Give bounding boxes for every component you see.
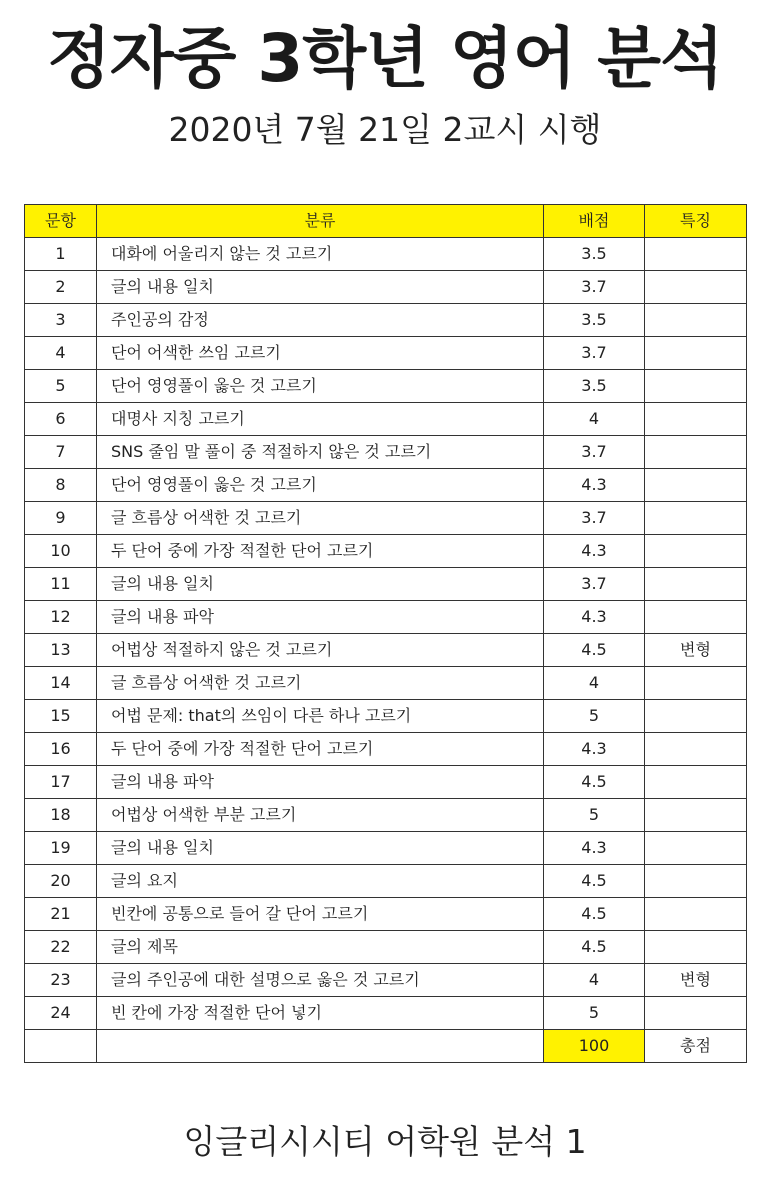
feature-cell — [645, 865, 747, 898]
score-cell: 4 — [544, 403, 645, 436]
category-cell: 빈칸에 공통으로 들어 갈 단어 고르기 — [97, 898, 544, 931]
category-cell: 단어 어색한 쓰임 고르기 — [97, 337, 544, 370]
table-row — [25, 997, 747, 1030]
feature-cell: 변형 — [645, 964, 747, 997]
score-cell: 4.5 — [544, 898, 645, 931]
feature-cell — [645, 403, 747, 436]
table-row — [25, 535, 747, 568]
total-empty-category — [97, 1030, 544, 1063]
header-category: 분류 — [97, 205, 544, 238]
table-row — [25, 403, 747, 436]
score-cell: 4.5 — [544, 931, 645, 964]
score-cell: 3.7 — [544, 502, 645, 535]
table-row — [25, 931, 747, 964]
question-number-cell: 13 — [25, 634, 97, 667]
feature-cell — [645, 436, 747, 469]
feature-cell — [645, 931, 747, 964]
question-number-cell: 8 — [25, 469, 97, 502]
category-cell: 글의 내용 일치 — [97, 271, 544, 304]
feature-cell — [645, 733, 747, 766]
category-cell: 글 흐름상 어색한 것 고르기 — [97, 667, 544, 700]
table-row — [25, 634, 747, 667]
score-cell: 4.5 — [544, 865, 645, 898]
page-title: 정자중 3학년 영어 분석 — [47, 20, 723, 97]
table-row — [25, 238, 747, 271]
question-number-cell: 1 — [25, 238, 97, 271]
total-row — [25, 1030, 747, 1063]
category-cell: 글의 제목 — [97, 931, 544, 964]
analysis-table — [24, 204, 747, 1063]
table-row — [25, 469, 747, 502]
score-cell: 3.5 — [544, 370, 645, 403]
score-cell: 5 — [544, 700, 645, 733]
score-cell: 5 — [544, 799, 645, 832]
category-cell: 단어 영영풀이 옳은 것 고르기 — [97, 469, 544, 502]
table-row — [25, 898, 747, 931]
total-score: 100 — [544, 1030, 645, 1063]
table-row — [25, 733, 747, 766]
question-number-cell: 7 — [25, 436, 97, 469]
score-cell: 4.3 — [544, 733, 645, 766]
feature-cell — [645, 337, 747, 370]
feature-cell — [645, 667, 747, 700]
score-cell: 3.5 — [544, 304, 645, 337]
header-feature: 특징 — [645, 205, 747, 238]
score-cell: 4.3 — [544, 601, 645, 634]
question-number-cell: 18 — [25, 799, 97, 832]
feature-cell — [645, 568, 747, 601]
category-cell: 글의 내용 일치 — [97, 832, 544, 865]
total-empty-number — [25, 1030, 97, 1063]
feature-cell — [645, 700, 747, 733]
question-number-cell: 4 — [25, 337, 97, 370]
question-number-cell: 24 — [25, 997, 97, 1030]
score-cell: 3.7 — [544, 436, 645, 469]
question-number-cell: 23 — [25, 964, 97, 997]
category-cell: 주인공의 감정 — [97, 304, 544, 337]
question-number-cell: 12 — [25, 601, 97, 634]
category-cell: 두 단어 중에 가장 적절한 단어 고르기 — [97, 733, 544, 766]
question-number-cell: 21 — [25, 898, 97, 931]
question-number-cell: 14 — [25, 667, 97, 700]
table-row — [25, 502, 747, 535]
score-cell: 3.7 — [544, 337, 645, 370]
feature-cell — [645, 799, 747, 832]
header-score: 배점 — [544, 205, 645, 238]
category-cell: SNS 줄임 말 풀이 중 적절하지 않은 것 고르기 — [97, 436, 544, 469]
table-row — [25, 700, 747, 733]
question-number-cell: 2 — [25, 271, 97, 304]
score-cell: 4.3 — [544, 832, 645, 865]
score-cell: 4.3 — [544, 535, 645, 568]
exam-date-subtitle: 2020년 7월 21일 2교시 시행 — [168, 110, 602, 149]
feature-cell — [645, 304, 747, 337]
score-cell: 4 — [544, 667, 645, 700]
footer-credit: 잉글리시시티 어학원 분석 1 — [183, 1122, 587, 1161]
table-row — [25, 865, 747, 898]
score-cell: 3.7 — [544, 568, 645, 601]
question-number-cell: 22 — [25, 931, 97, 964]
feature-cell — [645, 898, 747, 931]
score-cell: 3.7 — [544, 271, 645, 304]
feature-cell — [645, 238, 747, 271]
table-row — [25, 304, 747, 337]
question-number-cell: 11 — [25, 568, 97, 601]
feature-cell — [645, 469, 747, 502]
question-number-cell: 6 — [25, 403, 97, 436]
table-row — [25, 370, 747, 403]
question-number-cell: 20 — [25, 865, 97, 898]
table-row — [25, 766, 747, 799]
header-question-number: 문항 — [25, 205, 97, 238]
score-cell: 3.5 — [544, 238, 645, 271]
category-cell: 글의 내용 파악 — [97, 601, 544, 634]
feature-cell: 변형 — [645, 634, 747, 667]
question-number-cell: 15 — [25, 700, 97, 733]
category-cell: 어법 문제: that의 쓰임이 다른 하나 고르기 — [97, 700, 544, 733]
category-cell: 대화에 어울리지 않는 것 고르기 — [97, 238, 544, 271]
question-number-cell: 19 — [25, 832, 97, 865]
feature-cell — [645, 502, 747, 535]
score-cell: 4.5 — [544, 634, 645, 667]
category-cell: 두 단어 중에 가장 적절한 단어 고르기 — [97, 535, 544, 568]
question-number-cell: 5 — [25, 370, 97, 403]
question-number-cell: 17 — [25, 766, 97, 799]
question-number-cell: 16 — [25, 733, 97, 766]
table-row — [25, 568, 747, 601]
category-cell: 글의 요지 — [97, 865, 544, 898]
table-row — [25, 832, 747, 865]
feature-cell — [645, 370, 747, 403]
score-cell: 4 — [544, 964, 645, 997]
table-row — [25, 337, 747, 370]
question-number-cell: 9 — [25, 502, 97, 535]
question-number-cell: 3 — [25, 304, 97, 337]
feature-cell — [645, 271, 747, 304]
category-cell: 글의 내용 일치 — [97, 568, 544, 601]
question-number-cell: 10 — [25, 535, 97, 568]
category-cell: 빈 칸에 가장 적절한 단어 넣기 — [97, 997, 544, 1030]
category-cell: 어법상 어색한 부분 고르기 — [97, 799, 544, 832]
feature-cell — [645, 601, 747, 634]
feature-cell — [645, 832, 747, 865]
score-cell: 4.5 — [544, 766, 645, 799]
category-cell: 글의 주인공에 대한 설명으로 옳은 것 고르기 — [97, 964, 544, 997]
table-row — [25, 601, 747, 634]
table-row — [25, 436, 747, 469]
category-cell: 글의 내용 파악 — [97, 766, 544, 799]
feature-cell — [645, 535, 747, 568]
table-body — [25, 238, 747, 1030]
table-row — [25, 964, 747, 997]
total-label: 총점 — [645, 1030, 747, 1063]
table-row — [25, 271, 747, 304]
score-cell: 5 — [544, 997, 645, 1030]
category-cell: 글 흐름상 어색한 것 고르기 — [97, 502, 544, 535]
category-cell: 대명사 지칭 고르기 — [97, 403, 544, 436]
category-cell: 단어 영영풀이 옳은 것 고르기 — [97, 370, 544, 403]
feature-cell — [645, 997, 747, 1030]
feature-cell — [645, 766, 747, 799]
table-header-row — [25, 205, 747, 238]
score-cell: 4.3 — [544, 469, 645, 502]
table-row — [25, 799, 747, 832]
table-row — [25, 667, 747, 700]
category-cell: 어법상 적절하지 않은 것 고르기 — [97, 634, 544, 667]
